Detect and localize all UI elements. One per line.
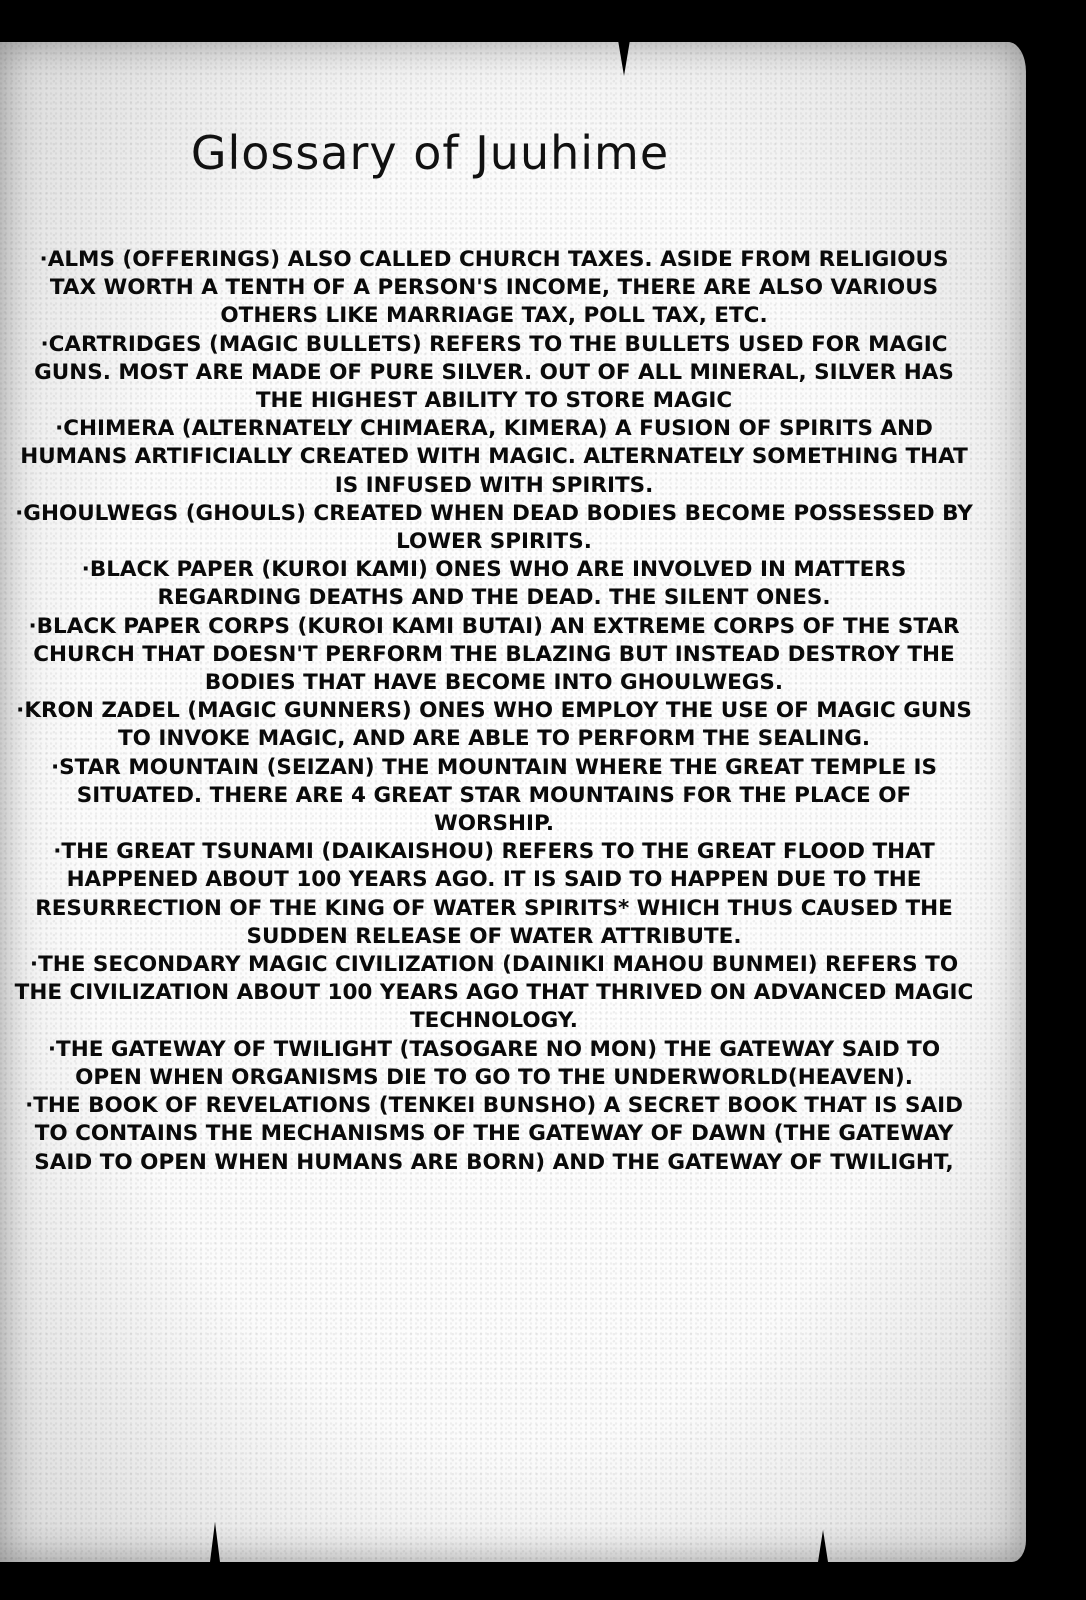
glossary-entry-great-tsunami: · THE GREAT TSUNAMI (DAIKAISHOU) REFERS TO THE GREAT FLOOD THAT HAPPENED ABOUT 100 YEARS AGO. IT IS SAID TO HAPPEN DUE TO THE RESURRECTION OF THE KING OF WATER SPIRITS* WHICH THUS CAUSED THE SUDDEN RELEASE OF WATER ATTRIBUTE. — [14, 838, 974, 951]
glossary-entry-book-of-revelations: · THE BOOK OF REVELATIONS (TENKEI BUNSHO) A SECRET BOOK THAT IS SAID TO CONTAINS THE MECHANISMS OF THE GATEWAY OF DAWN (THE GATEWAY SAID TO OPEN WHEN HUMANS ARE BORN) AND THE GATEWAY OF TWILIGHT, — [14, 1092, 974, 1177]
glossary-entry-black-paper: · BLACK PAPER (KUROI KAMI) ONES WHO ARE INVOLVED IN MATTERS REGARDING DEATHS AND THE DEAD. THE SILENT ONES. — [14, 556, 974, 612]
glossary-entry-secondary-magic-civilization: · THE SECONDARY MAGIC CIVILIZATION (DAINIKI MAHOU BUNMEI) REFERS TO THE CIVILIZATION ABOUT 100 YEARS AGO THAT THRIVED ON ADVANCED MAGIC TECHNOLOGY. — [14, 951, 974, 1036]
torn-edge-top — [618, 40, 630, 76]
glossary-entry-gateway-of-twilight: · THE GATEWAY OF TWILIGHT (TASOGARE NO MON) THE GATEWAY SAID TO OPEN WHEN ORGANISMS DIE TO GO TO THE UNDERWORLD(HEAVEN). — [14, 1036, 974, 1092]
glossary-entry-chimera: · CHIMERA (ALTERNATELY CHIMAERA, KIMERA) A FUSION OF SPIRITS AND HUMANS ARTIFICIALLY CREATED WITH MAGIC. ALTERNATELY SOMETHING THAT IS INFUSED WITH SPIRITS. — [14, 415, 974, 500]
page-title: Glossary of Juuhime — [190, 126, 670, 180]
glossary-entry-ghoulwegs: · GHOULWEGS (GHOULS) CREATED WHEN DEAD BODIES BECOME POSSESSED BY LOWER SPIRITS. — [14, 500, 974, 556]
glossary-entry-kron-zadel: · KRON ZADEL (MAGIC GUNNERS) ONES WHO EMPLOY THE USE OF MAGIC GUNS TO INVOKE MAGIC, AND ARE ABLE TO PERFORM THE SEALING. — [14, 697, 974, 753]
torn-edge-bottom-left — [210, 1522, 220, 1562]
glossary-entry-black-paper-corps: · BLACK PAPER CORPS (KUROI KAMI BUTAI) AN EXTREME CORPS OF THE STAR CHURCH THAT DOESN'T PERFORM THE BLAZING BUT INSTEAD DESTROY THE BODIES THAT HAVE BECOME INTO GHOULWEGS. — [14, 613, 974, 698]
glossary-entry-alms: · ALMS (OFFERINGS) ALSO CALLED CHURCH TAXES. ASIDE FROM RELIGIOUS TAX WORTH A TENTH OF A PERSON'S INCOME, THERE ARE ALSO VARIOUS OTHERS LIKE MARRIAGE TAX, POLL TAX, ETC. — [14, 246, 974, 331]
glossary-list — [14, 246, 974, 1177]
glossary-entry-cartridges: · CARTRIDGES (MAGIC BULLETS) REFERS TO THE BULLETS USED FOR MAGIC GUNS. MOST ARE MADE OF PURE SILVER. OUT OF ALL MINERAL, SILVER HAS THE HIGHEST ABILITY TO STORE MAGIC — [14, 331, 974, 416]
glossary-entry-star-mountain: · STAR MOUNTAIN (SEIZAN) THE MOUNTAIN WHERE THE GREAT TEMPLE IS SITUATED. THERE ARE 4 GREAT STAR MOUNTAINS FOR THE PLACE OF WORSHIP. — [14, 754, 974, 839]
torn-edge-bottom-right — [818, 1530, 828, 1562]
